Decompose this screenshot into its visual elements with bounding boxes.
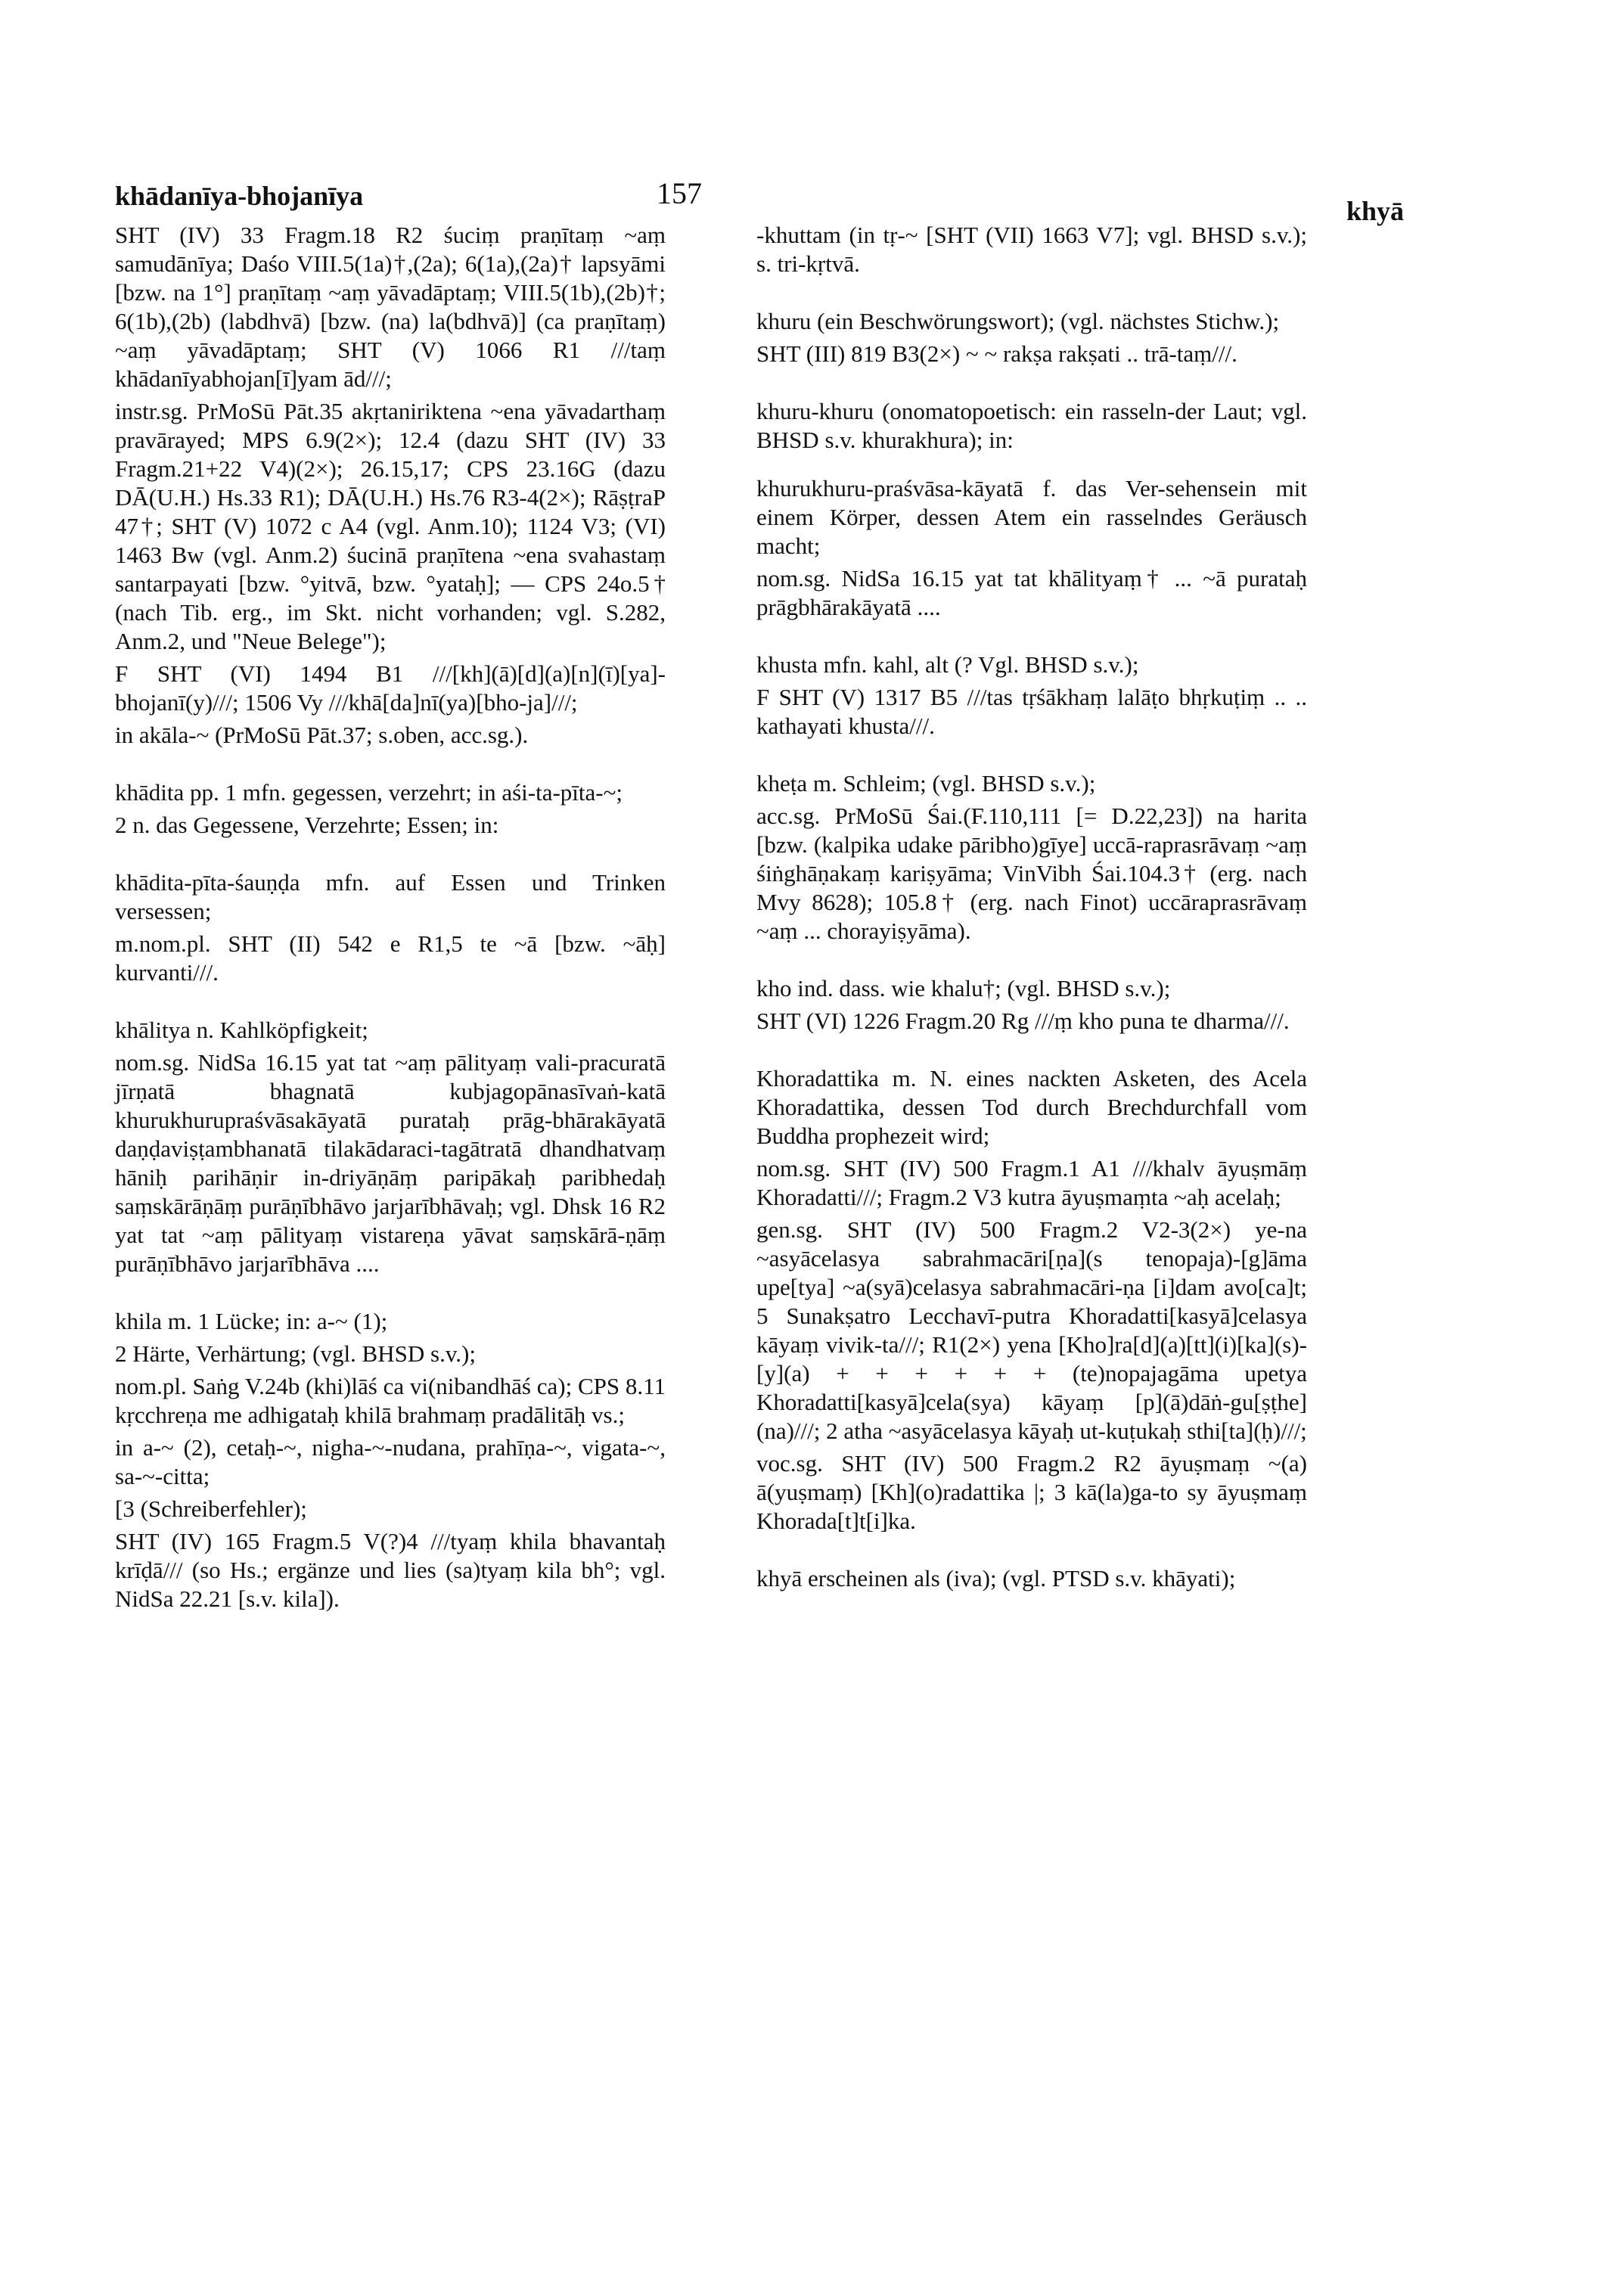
running-head-left: khādanīya-bhojanīya <box>115 181 364 211</box>
entry-headword-khoradattika: Khoradattika m. N. eines nackten Asketen, des Acela Khoradattika, dessen Tod durch Brechdurchfall vom Buddha prophezeit wird; <box>756 1065 1307 1149</box>
entry-paragraph: gen.sg. SHT (IV) 500 Fragm.2 V2-3(2×) ye-na ~asyācelasya sabrahmacāri[ṇa](s tenopaja)-[g]āma upe[tya] ~a(syā)celasya sabrahmacāri-ṇa [i]dam avo[ca]t; 5 Sunakṣatro Lecchavī-putra Khoradatti[kasyā]celasya kāyaṃ vivik-ta///; R1(2×) yena [Kho]ra[d](a)[tt](i)[ka](s)-[y](a) + + + + + + (te)nopajagāma upetya Khoradatti[kasyā]cela(sya) kāyaṃ [p](ā)dāṅ-gu[ṣṭhe](na)///; 2 atha ~asyācelasya kāyaḥ ut-kuṭukaḥ sthi[ta](ḥ)///; <box>756 1216 1307 1444</box>
entry-paragraph: SHT (III) 819 B3(2×) ~ ~ rakṣa rakṣati .. trā-taṃ///. <box>756 340 1237 367</box>
page-number: 157 <box>657 176 702 210</box>
right-column <box>756 221 1307 1597</box>
entry-paragraph: in a-~ (2), cetaḥ-~, nigha-~-nudana, prahīṇa-~, vigata-~, sa-~-citta; <box>115 1434 666 1489</box>
entry-paragraph: SHT (VI) 1226 Fragm.20 Rg ///ṃ kho puna te dharma///. <box>756 1008 1290 1034</box>
entry-headword-khadita-pita-saunda: khādita-pīta-śauṇḍa mfn. auf Essen und Trinken versessen; <box>115 869 666 924</box>
entry-headword-khadita: khādita pp. 1 mfn. gegessen, verzehrt; in aśi-ta-pīta-~; <box>115 779 623 806</box>
entry-paragraph: voc.sg. SHT (IV) 500 Fragm.2 R2 āyuṣmaṃ ~(a) ā(yuṣmaṃ) [Kh](o)radattika |; 3 kā(la)ga-to sy āyuṣmaṃ Khorada[t]t[i]ka. <box>756 1450 1307 1534</box>
entry-headword-khalitya: khālitya n. Kahlköpfigkeit; <box>115 1017 368 1043</box>
entry-paragraph: nom.sg. SHT (IV) 500 Fragm.1 A1 ///khalv āyuṣmāṃ Khoradatti///; Fragm.2 V3 kutra āyuṣmaṃta ~aḥ acelaḥ; <box>756 1155 1307 1210</box>
entry-headword-khuttam: -khuttam (in tṛ-~ [SHT (VII) 1663 V7]; vgl. BHSD s.v.); s. tri-kṛtvā. <box>756 222 1307 277</box>
entry-headword-khya: khyā erscheinen als (iva); (vgl. PTSD s.v. khāyati); <box>756 1565 1236 1591</box>
entry-headword-kho: kho ind. dass. wie khalu†; (vgl. BHSD s.v.); <box>756 975 1171 1001</box>
entry-paragraph: SHT (IV) 33 Fragm.18 R2 śuciṃ praṇītaṃ ~aṃ samudānīya; Daśo VIII.5(1a)†,(2a); 6(1a),(2a)† lapsyāmi [bzw. na 1°] praṇītaṃ ~aṃ yāvadāptaṃ; VIII.5(1b),(2b)†; 6(1b),(2b) (labdhvā) [bzw. (na) la(bdhvā)] (ca praṇītaṃ) ~aṃ yāvadāptaṃ; SHT (V) 1066 R1 ///taṃ khādanīyabhojan[ī]yam ād///; <box>115 222 666 392</box>
entry-headword-khusta: khusta mfn. kahl, alt (? Vgl. BHSD s.v.); <box>756 651 1139 678</box>
entry-paragraph: nom.pl. Saṅg V.24b (khi)lāś ca vi(nibandhāś ca); CPS 8.11 kṛcchreṇa me adhigataḥ khilā brahmaṃ pradālitāḥ vs.; <box>115 1373 666 1428</box>
entry-paragraph: nom.sg. NidSa 16.15 yat tat ~aṃ pālityaṃ vali-pracuratā jīrṇatā bhagnatā kubjagopānasīvaṅ-katā khurukhurupraśvāsakāyatā purataḥ prāg-bhārakāyatā daṇḍaviṣṭambhanatā tilakādaraci-tagātratā dhandhatvaṃ hāniḥ parihāṇir in-driyāṇāṃ paripākaḥ paribhedaḥ saṃskārāṇāṃ purāṇībhāvo jarjarībhāvaḥ; vgl. Dhsk 16 R2 yat tat ~aṃ pālityaṃ vistareṇa yāvat saṃskārā-ṇāṃ purāṇībhāvo jarjarībhāva .... <box>115 1049 666 1277</box>
entry-paragraph: [3 (Schreiberfehler); <box>115 1495 307 1522</box>
entry-paragraph: nom.sg. NidSa 16.15 yat tat khālityaṃ† ... ~ā purataḥ prāgbhārakāyatā .... <box>756 565 1307 620</box>
entry-headword-khurukhuru-prasvasa-kayata: khurukhuru-praśvāsa-kāyatā f. das Ver-sehensein mit einem Körper, dessen Atem ein rasselndes Geräusch macht; <box>756 475 1307 559</box>
left-column <box>115 221 666 1617</box>
entry-paragraph: acc.sg. PrMoSū Śai.(F.110,111 [= D.22,23]) na harita [bzw. (kalpika udake pāribho)gīye] uccā-raprasrāvaṃ ~aṃ śiṅghāṇakaṃ kariṣyāma; VinVibh Śai.104.3† (erg. nach Mvy 8628); 105.8† (erg. nach Finot) uccāraprasrāvaṃ ~aṃ ... chorayiṣyāma). <box>756 803 1307 944</box>
entry-paragraph: F SHT (V) 1317 B5 ///tas tṛśākhaṃ lalāṭo bhṛkuṭiṃ .. .. kathayati khusta///. <box>756 684 1307 739</box>
entry-paragraph: m.nom.pl. SHT (II) 542 e R1,5 te ~ā [bzw. ~āḥ] kurvanti///. <box>115 930 666 986</box>
entry-paragraph: 2 Härte, Verhärtung; (vgl. BHSD s.v.); <box>115 1340 476 1367</box>
entry-headword-kheta: kheṭa m. Schleim; (vgl. BHSD s.v.); <box>756 770 1096 797</box>
entry-headword-khila: khila m. 1 Lücke; in: a-~ (1); <box>115 1308 388 1334</box>
entry-paragraph: in akāla-~ (PrMoSū Pāt.37; s.oben, acc.sg.). <box>115 722 529 748</box>
entry-paragraph: 2 n. das Gegessene, Verzehrte; Essen; in: <box>115 812 499 838</box>
entry-paragraph: F SHT (VI) 1494 B1 ///[kh](ā)[d](a)[n](ī)[ya]-bhojanī(y)///; 1506 Vy ///khā[da]nī(ya)[bho-ja]///; <box>115 660 666 716</box>
entry-paragraph: instr.sg. PrMoSū Pāt.35 akṛtaniriktena ~ena yāvadarthaṃ pravārayed; MPS 6.9(2×); 12.4 (dazu SHT (IV) 33 Fragm.21+22 V4)(2×); 26.15,17; CPS 23.16G (dazu DĀ(U.H.) Hs.33 R1); DĀ(U.H.) Hs.76 R3-4(2×); RāṣṭraP 47†; SHT (V) 1072 c A4 (vgl. Anm.10); 1124 V3; (VI) 1463 Bw (vgl. Anm.2) śucinā praṇītena ~ena svahastaṃ santarpayati [bzw. °yitvā, bzw. °yataḥ]; — CPS 24o.5† (nach Tib. erg., im Skt. nicht vorhanden; vgl. S.282, Anm.2, und "Neue Belege"); <box>115 398 666 654</box>
entry-paragraph: SHT (IV) 165 Fragm.5 V(?)4 ///tyaṃ khila bhavantaḥ krīḍā/// (so Hs.; ergänze und lies (sa)tyaṃ kila bh°; vgl. NidSa 22.21 [s.v. kila]). <box>115 1528 666 1612</box>
entry-headword-khuru-khuru: khuru-khuru (onomatopoetisch: ein rasseln-der Laut; vgl. BHSD s.v. khurakhura); in: <box>756 398 1307 453</box>
running-head-right: khyā <box>1346 196 1405 226</box>
entry-headword-khuru: khuru (ein Beschwörungswort); (vgl. nächstes Stichw.); <box>756 308 1280 334</box>
